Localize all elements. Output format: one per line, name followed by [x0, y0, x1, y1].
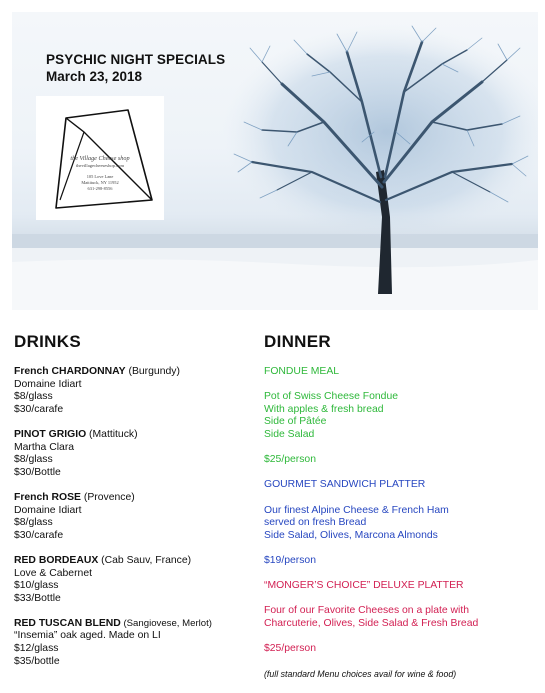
dinner-item-line: Side Salad: [264, 428, 315, 440]
drink-producer: Love & Cabernet: [14, 567, 92, 579]
dinner-item-line: Side Salad, Olives, Marcona Almonds: [264, 529, 438, 541]
drink-producer: “Insemia” oak aged. Made on LI: [14, 630, 161, 642]
dinner-item-line: Pot of Swiss Cheese Fondue: [264, 391, 398, 403]
dinner-item-line: served on fresh Bread: [264, 517, 367, 529]
drink-glass-price: $8/glass: [14, 517, 53, 529]
logo-town: Mattituck, NY 11952: [81, 180, 119, 185]
drink-item: [14, 429, 250, 479]
menu-title: PSYCHIC NIGHT SPECIALS: [46, 52, 226, 67]
logo-shop-name: the Village Cheese shop: [70, 155, 130, 162]
drink-name: French CHARDONNAY: [14, 366, 126, 377]
drink-glass-price: $8/glass: [14, 391, 53, 403]
drink-item: [14, 555, 250, 605]
dinner-item-line: With apples & fresh bread: [264, 403, 384, 415]
drink-bottle-price: $35/bottle: [14, 655, 60, 667]
dinner-price: $25/person: [264, 643, 316, 655]
dinner-heading: DINNER: [264, 332, 331, 351]
drink-producer: Domaine Idiart: [14, 378, 82, 390]
hero-image: [12, 12, 538, 310]
drinks-heading: DRINKS: [14, 332, 81, 351]
dinner-section-title: “MONGER’S CHOICE” DELUXE PLATTER: [264, 580, 464, 592]
drink-bottle-price: $30/carafe: [14, 529, 64, 541]
drink-region: (Provence): [80, 491, 135, 503]
dinner-item-line: Four of our Favorite Cheeses on a plate with: [264, 605, 470, 617]
drink-region: (Sangiovese, Merlot): [120, 617, 212, 629]
dinner-item-line: Our finest Alpine Cheese & French Ham: [264, 504, 449, 516]
dinner-section-title: GOURMET SANDWICH PLATTER: [264, 479, 426, 491]
drink-name: PINOT GRIGIO: [14, 428, 87, 440]
dinner-price: $25/person: [264, 454, 316, 466]
dinner-item-line: Side of Pâtée: [264, 416, 327, 428]
dinner-item-line: Charcuterie, Olives, Side Salad & Fresh Bread: [264, 617, 479, 629]
dinner-section-fondue: [264, 366, 534, 467]
drink-region: (Cab Sauv, France): [98, 554, 192, 566]
dinner-section-sandwich: [264, 479, 534, 567]
drink-name: French ROSE: [14, 491, 81, 503]
drink-region: (Burgundy): [125, 366, 180, 377]
drink-item: [14, 366, 250, 416]
drink-glass-price: $10/glass: [14, 580, 59, 592]
dinner-section-platter: [264, 580, 534, 656]
drink-producer: Domaine Idiart: [14, 504, 82, 516]
drink-producer: Martha Clara: [14, 441, 75, 453]
logo-website: thevillagecheeseshop.com: [75, 163, 125, 168]
shop-logo: [36, 96, 164, 220]
dinner-price: $19/person: [264, 554, 316, 566]
logo-address: 105 Love Lane: [86, 174, 114, 179]
logo-phone: 631-298-8556: [87, 186, 113, 191]
menu-date: March 23, 2018: [46, 69, 143, 84]
dinner-section-title: FONDUE MEAL: [264, 366, 340, 377]
drink-item: [14, 618, 250, 668]
drink-bottle-price: $30/carafe: [14, 403, 64, 415]
drink-name: RED TUSCAN BLEND: [14, 617, 121, 629]
drink-glass-price: $12/glass: [14, 643, 59, 655]
drink-glass-price: $8/glass: [14, 454, 53, 466]
menu-footnote: (full standard Menu choices avail for wine & food): [264, 669, 457, 680]
drink-name: RED BORDEAUX: [14, 554, 99, 566]
dinner-column: [264, 332, 534, 680]
drink-bottle-price: $30/Bottle: [14, 466, 61, 478]
drinks-column: [14, 332, 250, 681]
drink-region: (Mattituck): [86, 428, 138, 440]
drink-bottle-price: $33/Bottle: [14, 592, 61, 604]
drink-item: [14, 492, 250, 542]
